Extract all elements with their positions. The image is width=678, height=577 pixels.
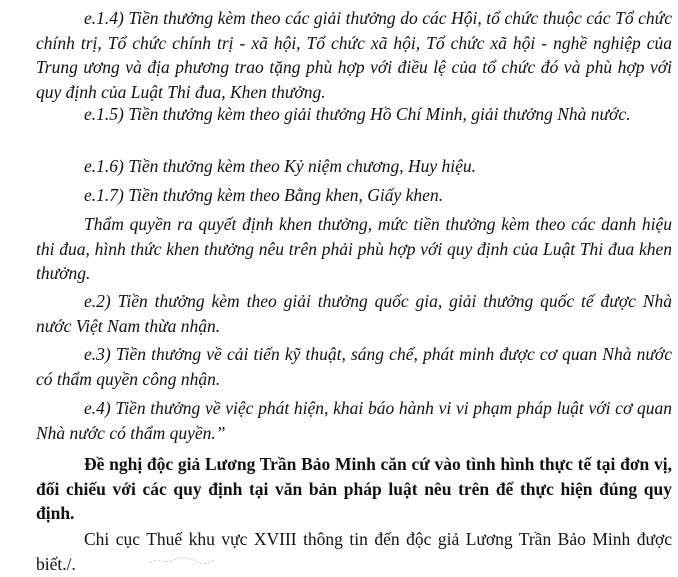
paragraph-e-1-7: e.1.7) Tiền thưởng kèm theo Bằng khen, Giấy khen. — [84, 185, 444, 205]
paragraph-e-2: e.2) Tiền thưởng kèm theo giải thưởng quốc gia, giải thưởng quốc tế được Nhà nước Việt Nam thừa nhận. — [36, 291, 672, 336]
paragraph-e-3: e.3) Tiền thưởng về cải tiến kỹ thuật, sáng chế, phát minh được cơ quan Nhà nước có thẩm quyền công nhận. — [36, 344, 672, 389]
paragraph-closing: Chi cục Thuế khu vực XVIII thông tin đến độc giả Lương Trần Bảo Minh được biết./. — [36, 529, 672, 574]
paragraph-e-1-6: e.1.6) Tiền thưởng kèm theo Kỷ niệm chương, Huy hiệu. — [84, 156, 477, 176]
paragraph-e-1-4: e.1.4) Tiền thưởng kèm theo các giải thưởng do các Hội, tổ chức thuộc các Tổ chức chính trị, Tổ chức chính trị - xã hội, Tổ chức xã hội, Tổ chức xã hội - nghề nghiệp của Trung ương và địa phương trao tặng phù hợp với điều lệ của tổ chức đó và phù hợp với quy định của Luật Thi đua, Khen thưởng. — [36, 8, 672, 102]
faint-mark-icon — [148, 550, 218, 568]
paragraph-e-1-5: e.1.5) Tiền thưởng kèm theo giải thưởng Hồ Chí Minh, giải thưởng Nhà nước. — [84, 104, 631, 124]
paragraph-authority: Thẩm quyền ra quyết định khen thưởng, mức tiền thưởng kèm theo các danh hiệu thi đua, hình thức khen thưởng nêu trên phải phù hợp với quy định của Luật Thi đua khen thưởng. — [36, 214, 672, 283]
paragraph-e-4: e.4) Tiền thưởng về việc phát hiện, khai báo hành vi vi phạm pháp luật với cơ quan Nhà nước có thẩm quyền.” — [36, 398, 672, 443]
paragraph-recommendation: Đề nghị độc giả Lương Trần Bảo Minh căn cứ vào tình hình thực tế tại đơn vị, đối chiếu với các quy định tại văn bản pháp luật nêu trên để thực hiện đúng quy định. — [36, 454, 672, 523]
